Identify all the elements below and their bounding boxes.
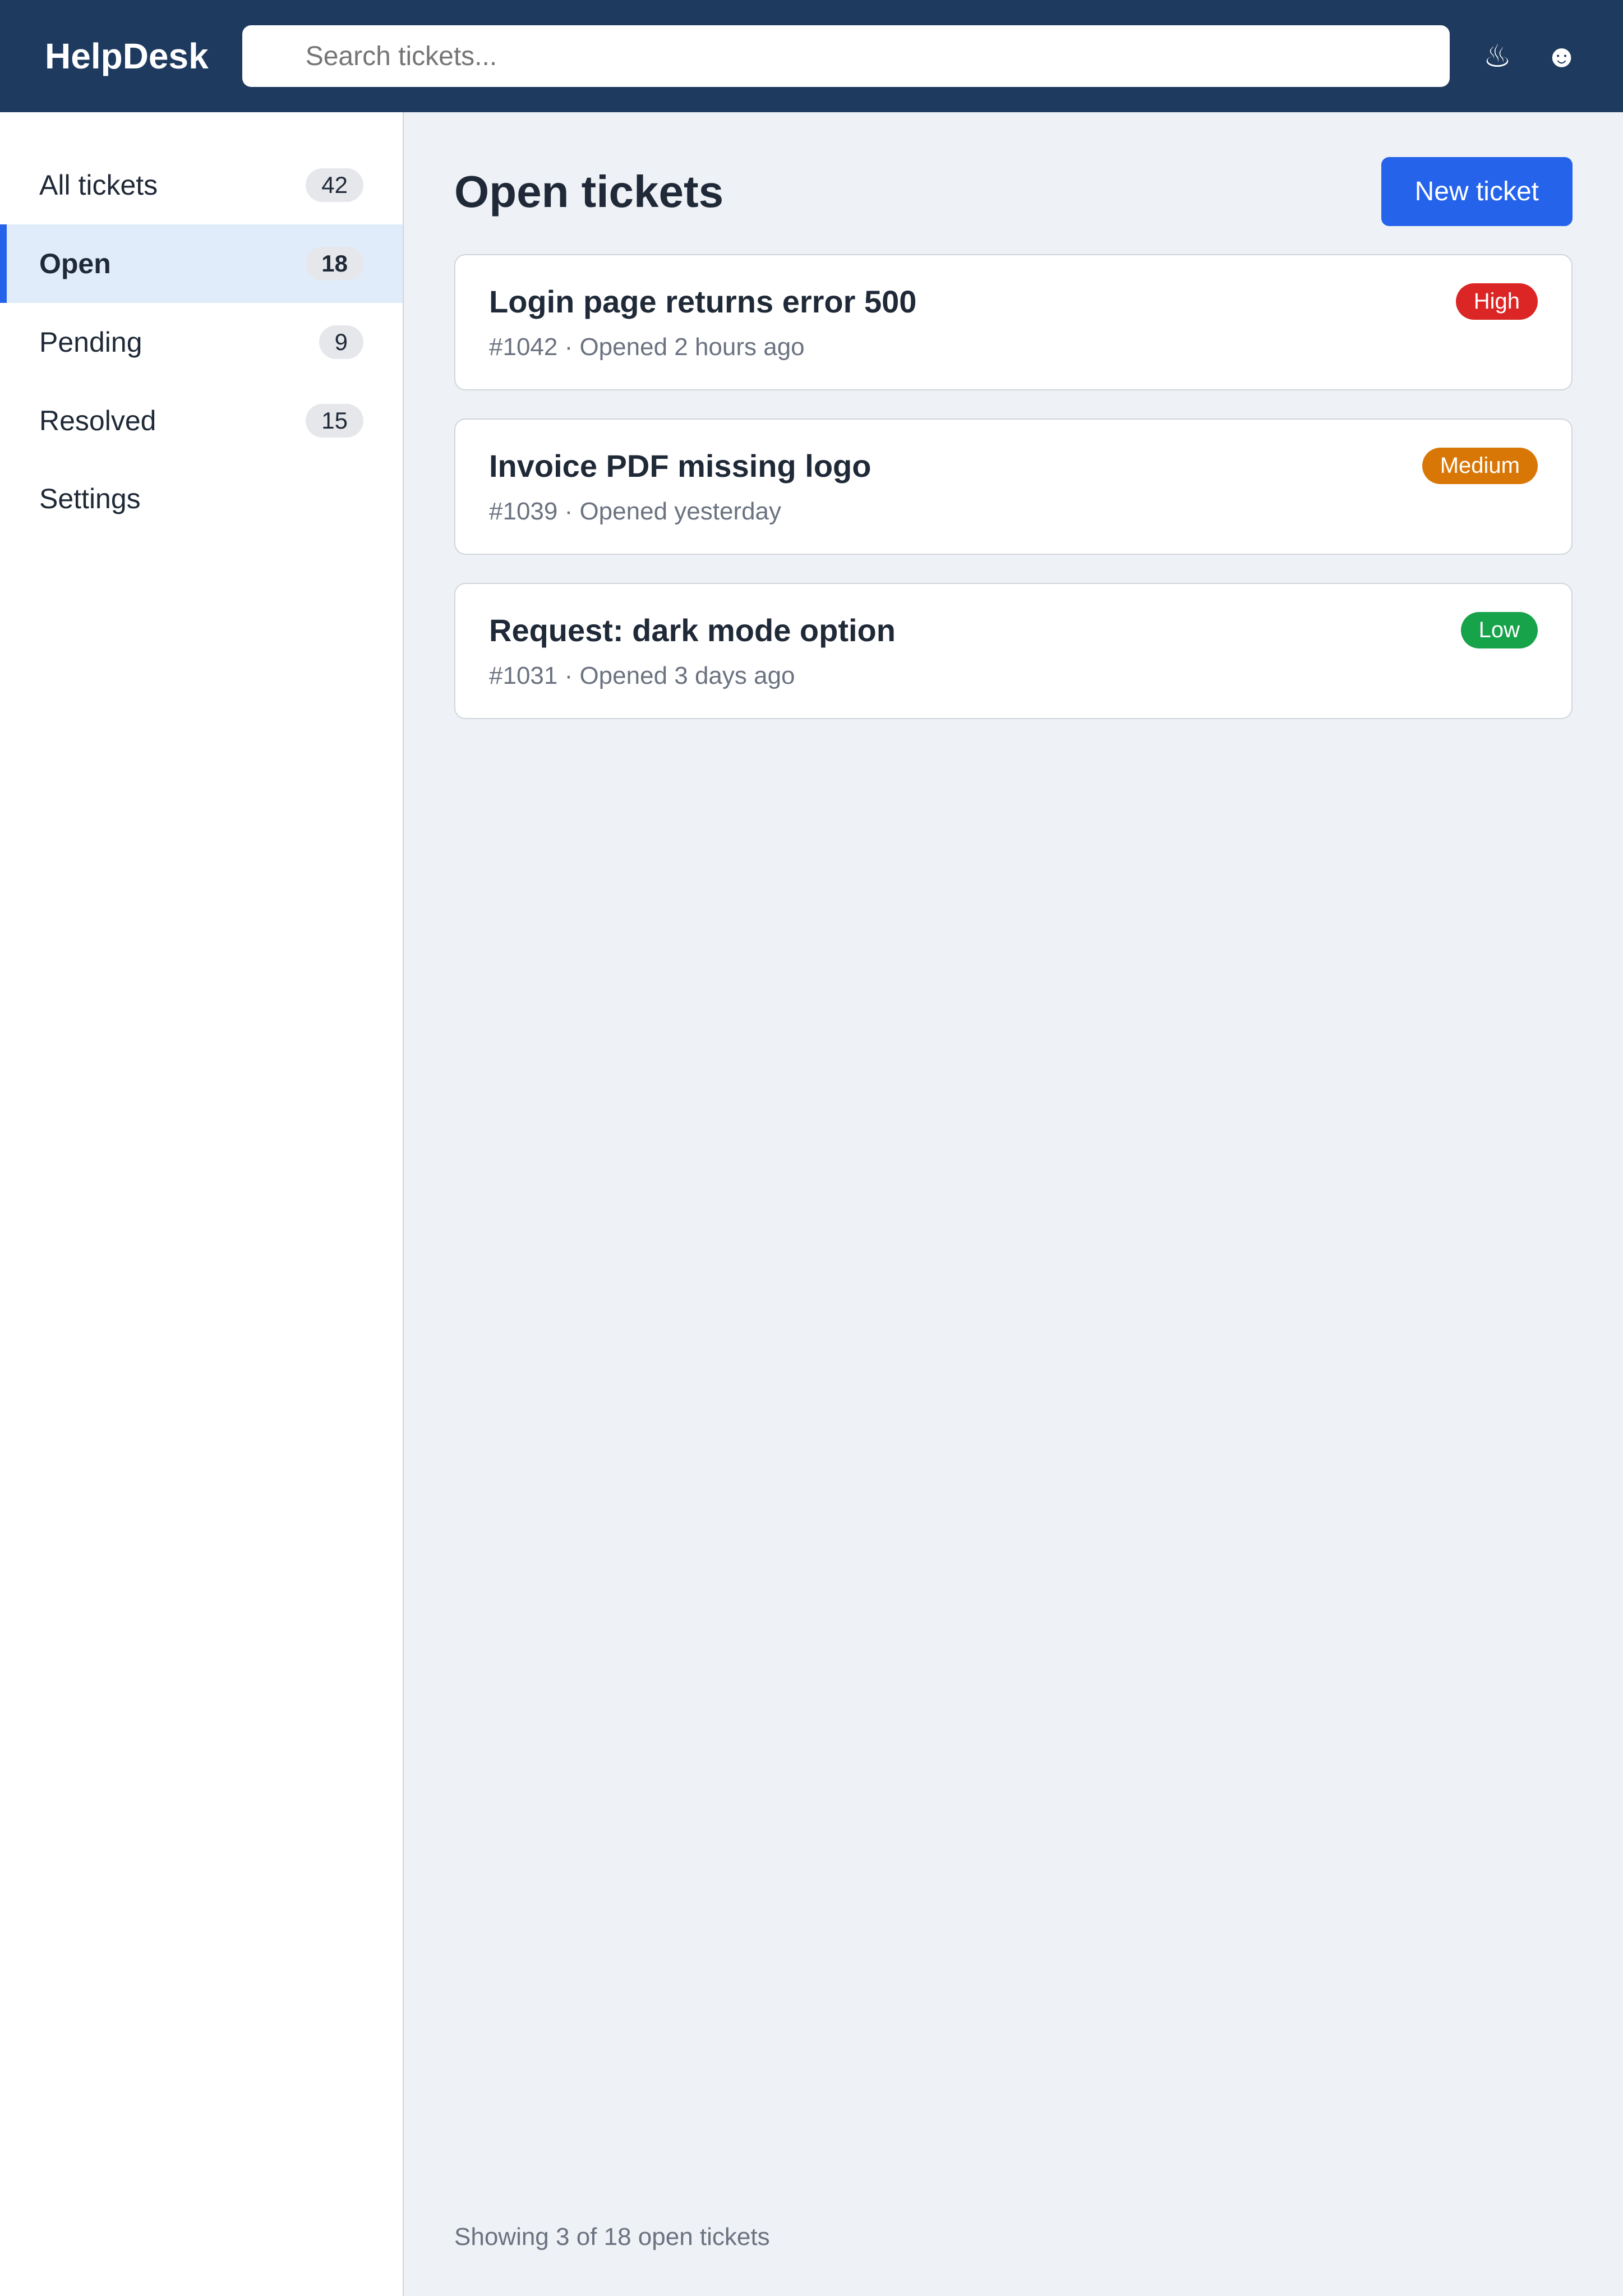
ticket-meta: #1031 · Opened 3 days ago <box>489 662 795 689</box>
ticket-card[interactable] <box>454 418 1573 555</box>
sidebar-item-label: Resolved <box>39 405 156 436</box>
app-name: HelpDesk <box>45 36 209 76</box>
sidebar-item-count: 9 <box>319 325 363 359</box>
ticket-card[interactable] <box>454 254 1573 390</box>
ticket-title: Invoice PDF missing logo <box>489 448 872 484</box>
sidebar-item-all[interactable] <box>0 146 403 224</box>
search-input[interactable] <box>305 40 1427 72</box>
ticket-header <box>489 612 1538 648</box>
sidebar-item-label: Open <box>39 248 111 279</box>
main-header <box>454 157 1573 226</box>
sidebar-item-count: 18 <box>306 247 363 280</box>
ticket-meta: #1042 · Opened 2 hours ago <box>489 333 805 361</box>
search-icon: ⚲ <box>264 38 288 73</box>
priority-badge: High <box>1456 283 1538 320</box>
sidebar-item-count: 42 <box>306 168 363 202</box>
status-text: Showing 3 of 18 open tickets <box>454 2223 770 2251</box>
content-area <box>0 112 1623 2296</box>
priority-badge: Medium <box>1422 448 1538 484</box>
ticket-meta: #1039 · Opened yesterday <box>489 498 782 525</box>
page-title: Open tickets <box>454 166 724 217</box>
new-ticket-button[interactable]: New ticket <box>1381 157 1573 226</box>
sidebar-item-label: Pending <box>39 326 142 358</box>
top-bar <box>0 0 1623 112</box>
sidebar-item-settings[interactable] <box>0 460 403 537</box>
main-panel <box>404 112 1623 2296</box>
sidebar-item-label: All tickets <box>39 169 158 201</box>
sidebar-item-count: 15 <box>306 404 363 438</box>
sidebar-item-pending[interactable] <box>0 303 403 381</box>
ticket-header <box>489 283 1538 320</box>
sidebar <box>0 112 404 2296</box>
ticket-title: Login page returns error 500 <box>489 284 917 319</box>
sidebar-item-label: Settings <box>39 483 141 514</box>
bell-icon[interactable]: ♨ <box>1483 38 1512 73</box>
search-box[interactable] <box>242 25 1450 87</box>
ticket-header <box>489 448 1538 484</box>
user-icon[interactable]: ☻ <box>1545 38 1578 73</box>
ticket-title: Request: dark mode option <box>489 613 896 648</box>
sidebar-item-resolved[interactable] <box>0 381 403 460</box>
ticket-card[interactable] <box>454 583 1573 719</box>
sidebar-item-open[interactable] <box>0 224 403 303</box>
priority-badge: Low <box>1461 612 1538 648</box>
